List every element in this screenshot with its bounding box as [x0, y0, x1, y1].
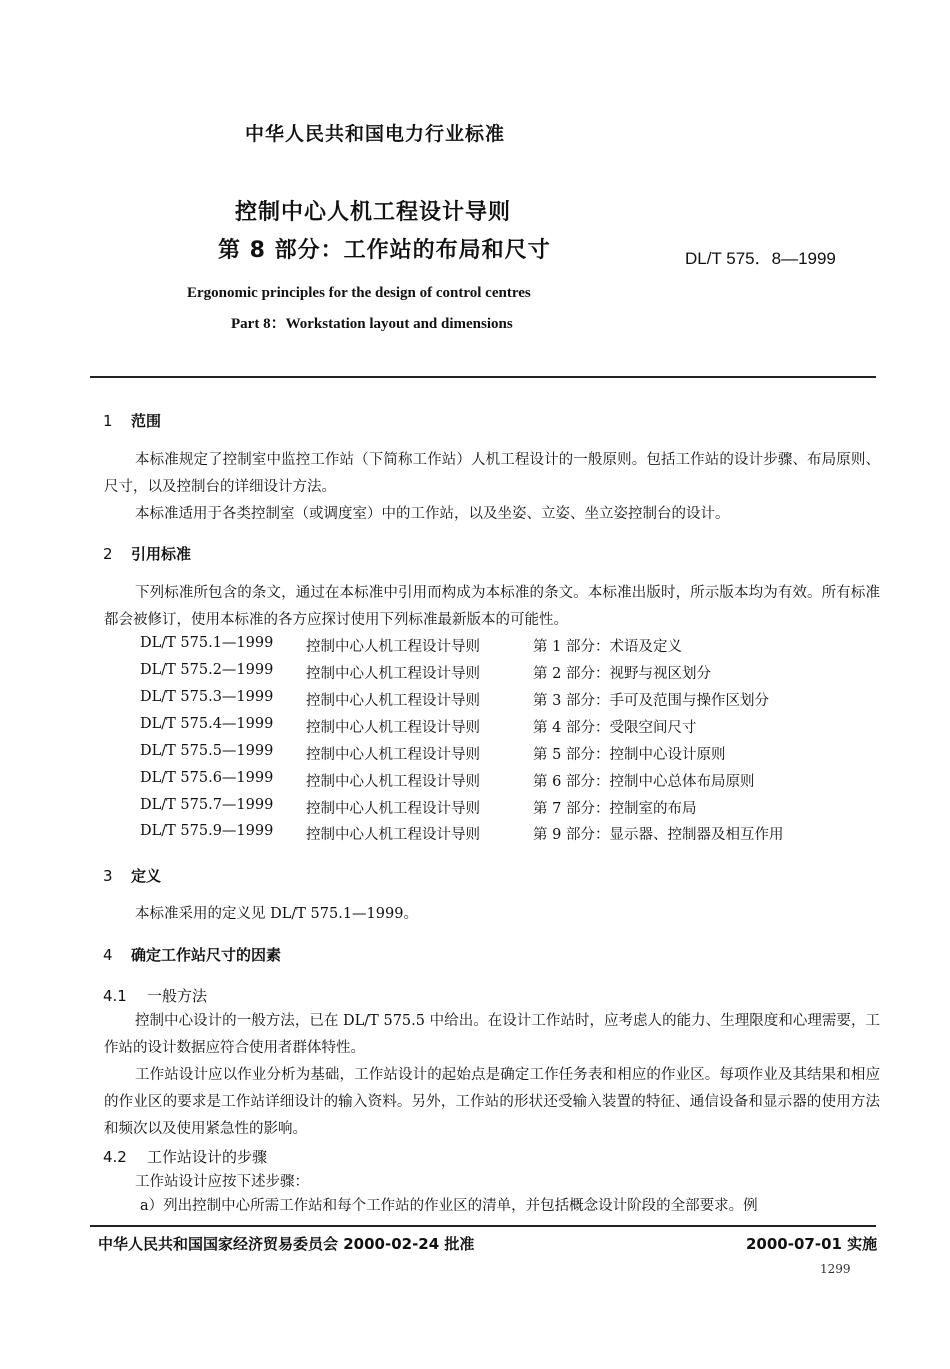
- reference-part: 第 4 部分：受限空间尺寸: [533, 720, 697, 736]
- reference-code: DL/T 575.6—1999: [140, 770, 274, 786]
- reference-title: 控制中心人机工程设计导则: [306, 720, 480, 736]
- effective-date: 2000-07-01 实施: [746, 1235, 878, 1253]
- reference-part: 第 9 部分：显示器、控制器及相互作用: [533, 827, 784, 843]
- english-title-line2: Part 8：Workstation layout and dimensions: [231, 316, 513, 332]
- document-code: DL/T 575．8—1999: [685, 249, 836, 268]
- reference-part: 第 3 部分：手可及范围与操作区划分: [533, 693, 769, 709]
- subsection-4-2-paragraph-1: 工作站设计应按下述步骤：: [135, 1174, 309, 1190]
- subsection-title: 工作站设计的步骤: [147, 1148, 268, 1166]
- section-2-heading: [103, 543, 191, 564]
- reference-title: 控制中心人机工程设计导则: [306, 774, 480, 790]
- reference-part: 第 7 部分：控制室的布局: [533, 801, 697, 817]
- subsection-title: 一般方法: [147, 987, 208, 1005]
- issuing-standard-heading: 中华人民共和国电力行业标准: [245, 123, 506, 145]
- section-3-heading: [103, 865, 161, 886]
- reference-code: DL/T 575.4—1999: [140, 716, 274, 732]
- footer-divider: [90, 1225, 876, 1227]
- reference-code: DL/T 575.2—1999: [140, 662, 274, 678]
- section-number: 4: [103, 946, 113, 964]
- section-1-paragraph-2: 本标准适用于各类控制室（或调度室）中的工作站，以及坐姿、立姿、坐立姿控制台的设计。: [135, 506, 730, 522]
- reference-title: 控制中心人机工程设计导则: [306, 666, 480, 682]
- reference-code: DL/T 575.7—1999: [140, 797, 274, 813]
- document-title-line2: 第 8 部分：工作站的布局和尺寸: [218, 238, 551, 263]
- section-1-paragraph-1: 本标准规定了控制室中监控工作站（下简称工作站）人机工程设计的一般原则。包括工作站的设计步骤、布局原则、尺寸，以及控制台的详细设计方法。: [104, 452, 880, 495]
- approval-note: 中华人民共和国国家经济贸易委员会 2000-02-24 批准: [98, 1235, 475, 1253]
- subsection-4-2-heading: [103, 1146, 267, 1167]
- section-title: 引用标准: [131, 545, 192, 563]
- section-title: 范围: [131, 412, 162, 430]
- subsection-number: 4.1: [103, 987, 127, 1005]
- reference-part: 第 5 部分：控制中心设计原则: [533, 747, 726, 763]
- section-number: 3: [103, 867, 113, 885]
- reference-code: DL/T 575.9—1999: [140, 823, 274, 839]
- subsection-number: 4.2: [103, 1148, 127, 1166]
- reference-title: 控制中心人机工程设计导则: [306, 747, 480, 763]
- reference-title: 控制中心人机工程设计导则: [306, 801, 480, 817]
- reference-part: 第 6 部分：控制中心总体布局原则: [533, 774, 755, 790]
- reference-title: 控制中心人机工程设计导则: [306, 693, 480, 709]
- page-number: 1299: [820, 1262, 851, 1276]
- subsection-4-1-paragraph-1: 控制中心设计的一般方法，已在 DL/T 575.5 中给出。在设计工作站时，应考虑人的能力、生理限度和心理需要，工作站的设计数据应符合使用者群体特性。: [104, 1013, 880, 1056]
- header-divider: [90, 376, 876, 378]
- section-title: 确定工作站尺寸的因素: [131, 946, 282, 964]
- reference-part: 第 1 部分：术语及定义: [533, 639, 682, 655]
- english-title-line1: Ergonomic principles for the design of control centres: [187, 285, 531, 301]
- document-title-line1: 控制中心人机工程设计导则: [235, 200, 512, 225]
- reference-code: DL/T 575.1—1999: [140, 635, 274, 651]
- section-4-heading: [103, 944, 281, 965]
- section-2-paragraph-1: 下列标准所包含的条文，通过在本标准中引用而构成为本标准的条文。本标准出版时，所示版本均为有效。所有标准都会被修订，使用本标准的各方应探讨使用下列标准最新版本的可能性。: [104, 585, 880, 628]
- subsection-4-2-item-a: a）列出控制中心所需工作站和每个工作站的作业区的清单，并包括概念设计阶段的全部要求。例: [140, 1198, 758, 1214]
- subsection-4-1-heading: [103, 985, 207, 1006]
- reference-title: 控制中心人机工程设计导则: [306, 639, 480, 655]
- reference-title: 控制中心人机工程设计导则: [306, 827, 480, 843]
- reference-code: DL/T 575.3—1999: [140, 689, 274, 705]
- section-number: 2: [103, 545, 113, 563]
- reference-code: DL/T 575.5—1999: [140, 743, 274, 759]
- reference-part: 第 2 部分：视野与视区划分: [533, 666, 711, 682]
- section-title: 定义: [131, 867, 162, 885]
- section-1-heading: [103, 410, 161, 431]
- section-3-paragraph-1: 本标准采用的定义见 DL/T 575.1—1999。: [135, 906, 418, 922]
- section-number: 1: [103, 412, 113, 430]
- subsection-4-1-paragraph-2: 工作站设计应以作业分析为基础，工作站设计的起始点是确定工作任务表和相应的作业区。每项作业及其结果和相应的作业区的要求是工作站详细设计的输入资料。另外，工作站的形状还受输入装置的特征、通信设备和显示器的使用方法和频次以及使用紧急性的影响。: [104, 1067, 880, 1137]
